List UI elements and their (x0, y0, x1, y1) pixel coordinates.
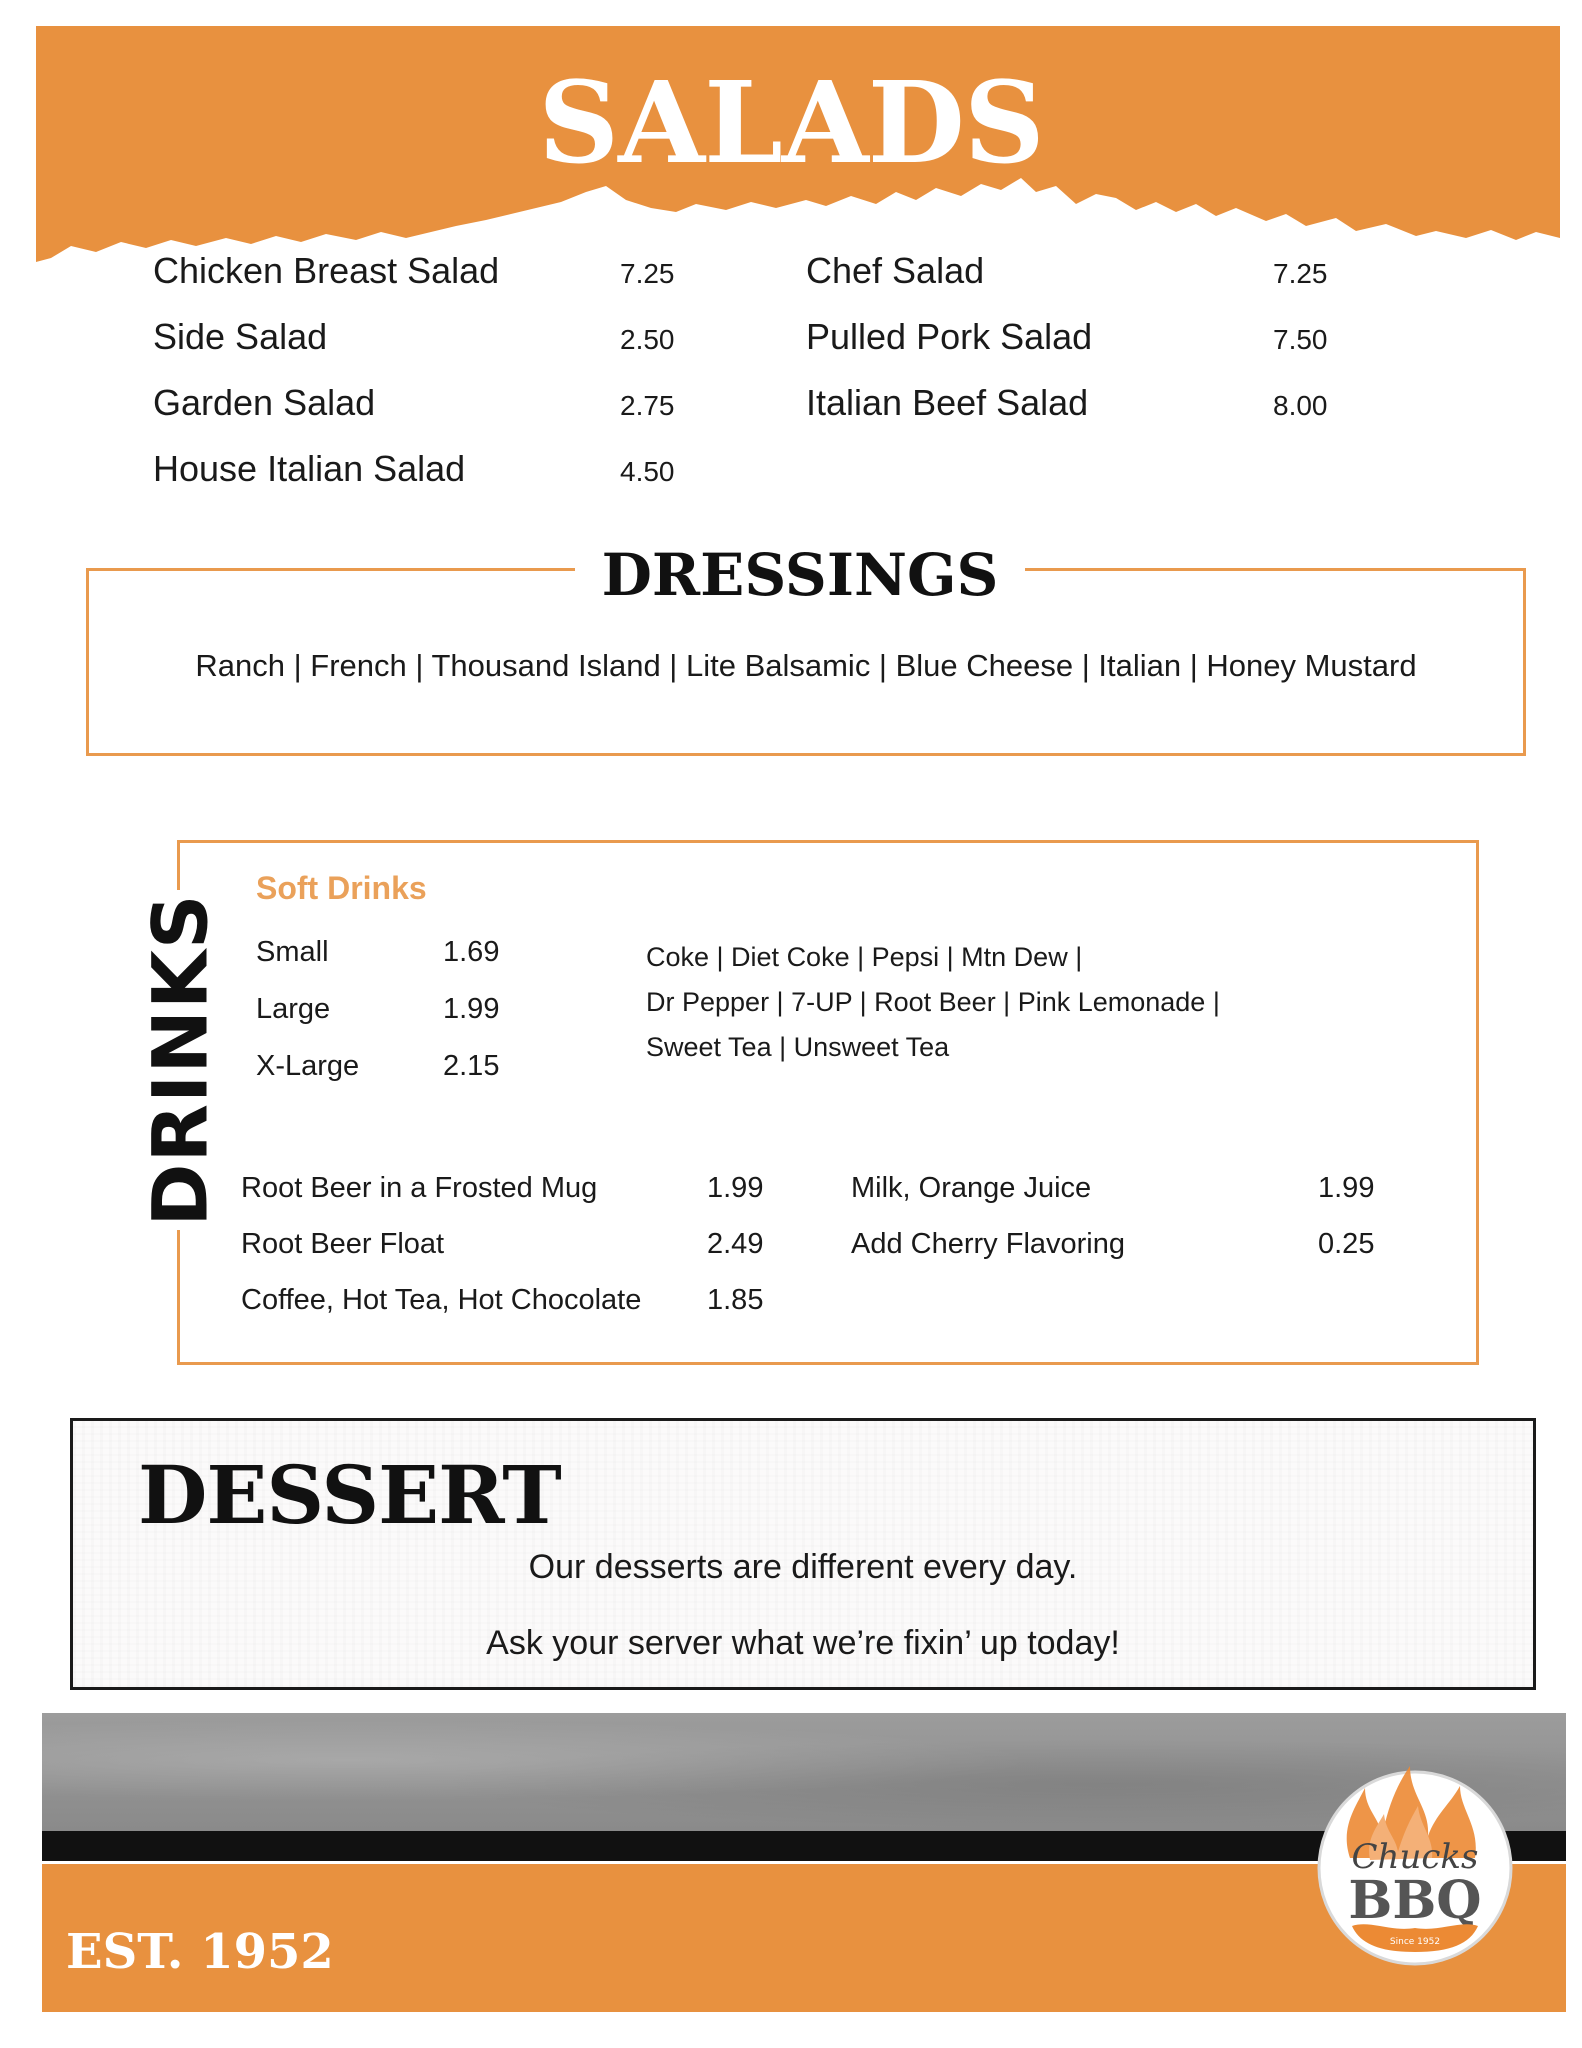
soft-drink-brands: Dr Pepper | 7-UP | Root Beer | Pink Lemonade | (646, 987, 1220, 1017)
dressings-title-wrap (575, 540, 1025, 610)
drink-item-name: Root Beer Float (241, 1228, 445, 1260)
salad-item-name: Garden Salad (153, 382, 376, 423)
salad-item-name: Chef Salad (806, 250, 985, 291)
chucks-bbq-logo (1310, 1748, 1520, 1968)
salad-item-price: 8.00 (1273, 390, 1328, 421)
drink-item-price: 1.85 (707, 1284, 764, 1316)
salad-item-price: 4.50 (620, 456, 675, 487)
salad-item-price: 7.25 (1273, 258, 1328, 289)
salad-item-name: Pulled Pork Salad (806, 316, 1093, 357)
soft-drink-price: 2.15 (443, 1050, 500, 1082)
drink-item-name: Coffee, Hot Tea, Hot Chocolate (241, 1284, 642, 1316)
drink-item-price: 1.99 (1318, 1172, 1375, 1204)
soft-drink-brands: Coke | Diet Coke | Pepsi | Mtn Dew | (646, 942, 1083, 972)
soft-drinks-heading: Soft Drinks (256, 870, 427, 906)
drink-item-name: Add Cherry Flavoring (851, 1228, 1125, 1260)
soft-drink-size: Small (256, 936, 329, 968)
salad-item-name: Chicken Breast Salad (153, 250, 500, 291)
soft-drink-brands: Sweet Tea | Unsweet Tea (646, 1032, 950, 1062)
drink-item-name: Milk, Orange Juice (851, 1172, 1092, 1204)
salad-item-name: Italian Beef Salad (806, 382, 1089, 423)
dressings-list: Ranch | French | Thousand Island | Lite Balsamic | Blue Cheese | Italian | Honey Mustard (195, 648, 1417, 683)
dessert-line-2: Ask your server what we’re fixin’ up today! (486, 1624, 1120, 1662)
drink-item-price: 2.49 (707, 1228, 764, 1260)
salad-item-price: 7.25 (620, 258, 675, 289)
soft-drink-size: Large (256, 993, 331, 1025)
dessert-line-1: Our desserts are different every day. (528, 1548, 1078, 1586)
logo-main-text: BBQ (1348, 1870, 1482, 1931)
logo-since-text: Since 1952 (1389, 1937, 1441, 1947)
established-year: EST. 1952 (66, 1924, 334, 1980)
soft-drink-price: 1.69 (443, 936, 500, 968)
drinks-title: DRINKS (135, 893, 225, 1227)
soft-drink-size: X-Large (256, 1050, 360, 1082)
drink-item-price: 0.25 (1318, 1228, 1375, 1260)
salad-item-price: 7.50 (1273, 324, 1328, 355)
salad-item-price: 2.75 (620, 390, 675, 421)
salad-item-name: House Italian Salad (153, 448, 466, 489)
drink-item-price: 1.99 (707, 1172, 764, 1204)
dessert-title: DESSERT (138, 1448, 561, 1542)
salad-item-name: Side Salad (153, 316, 328, 357)
salad-item-price: 2.50 (620, 324, 675, 355)
drink-item-name: Root Beer in a Frosted Mug (241, 1172, 598, 1204)
logo-script-text: Chucks (1351, 1837, 1479, 1877)
dressings-title: DRESSINGS (601, 541, 999, 609)
salads-title: SALADS (538, 58, 1044, 189)
soft-drink-price: 1.99 (443, 993, 500, 1025)
